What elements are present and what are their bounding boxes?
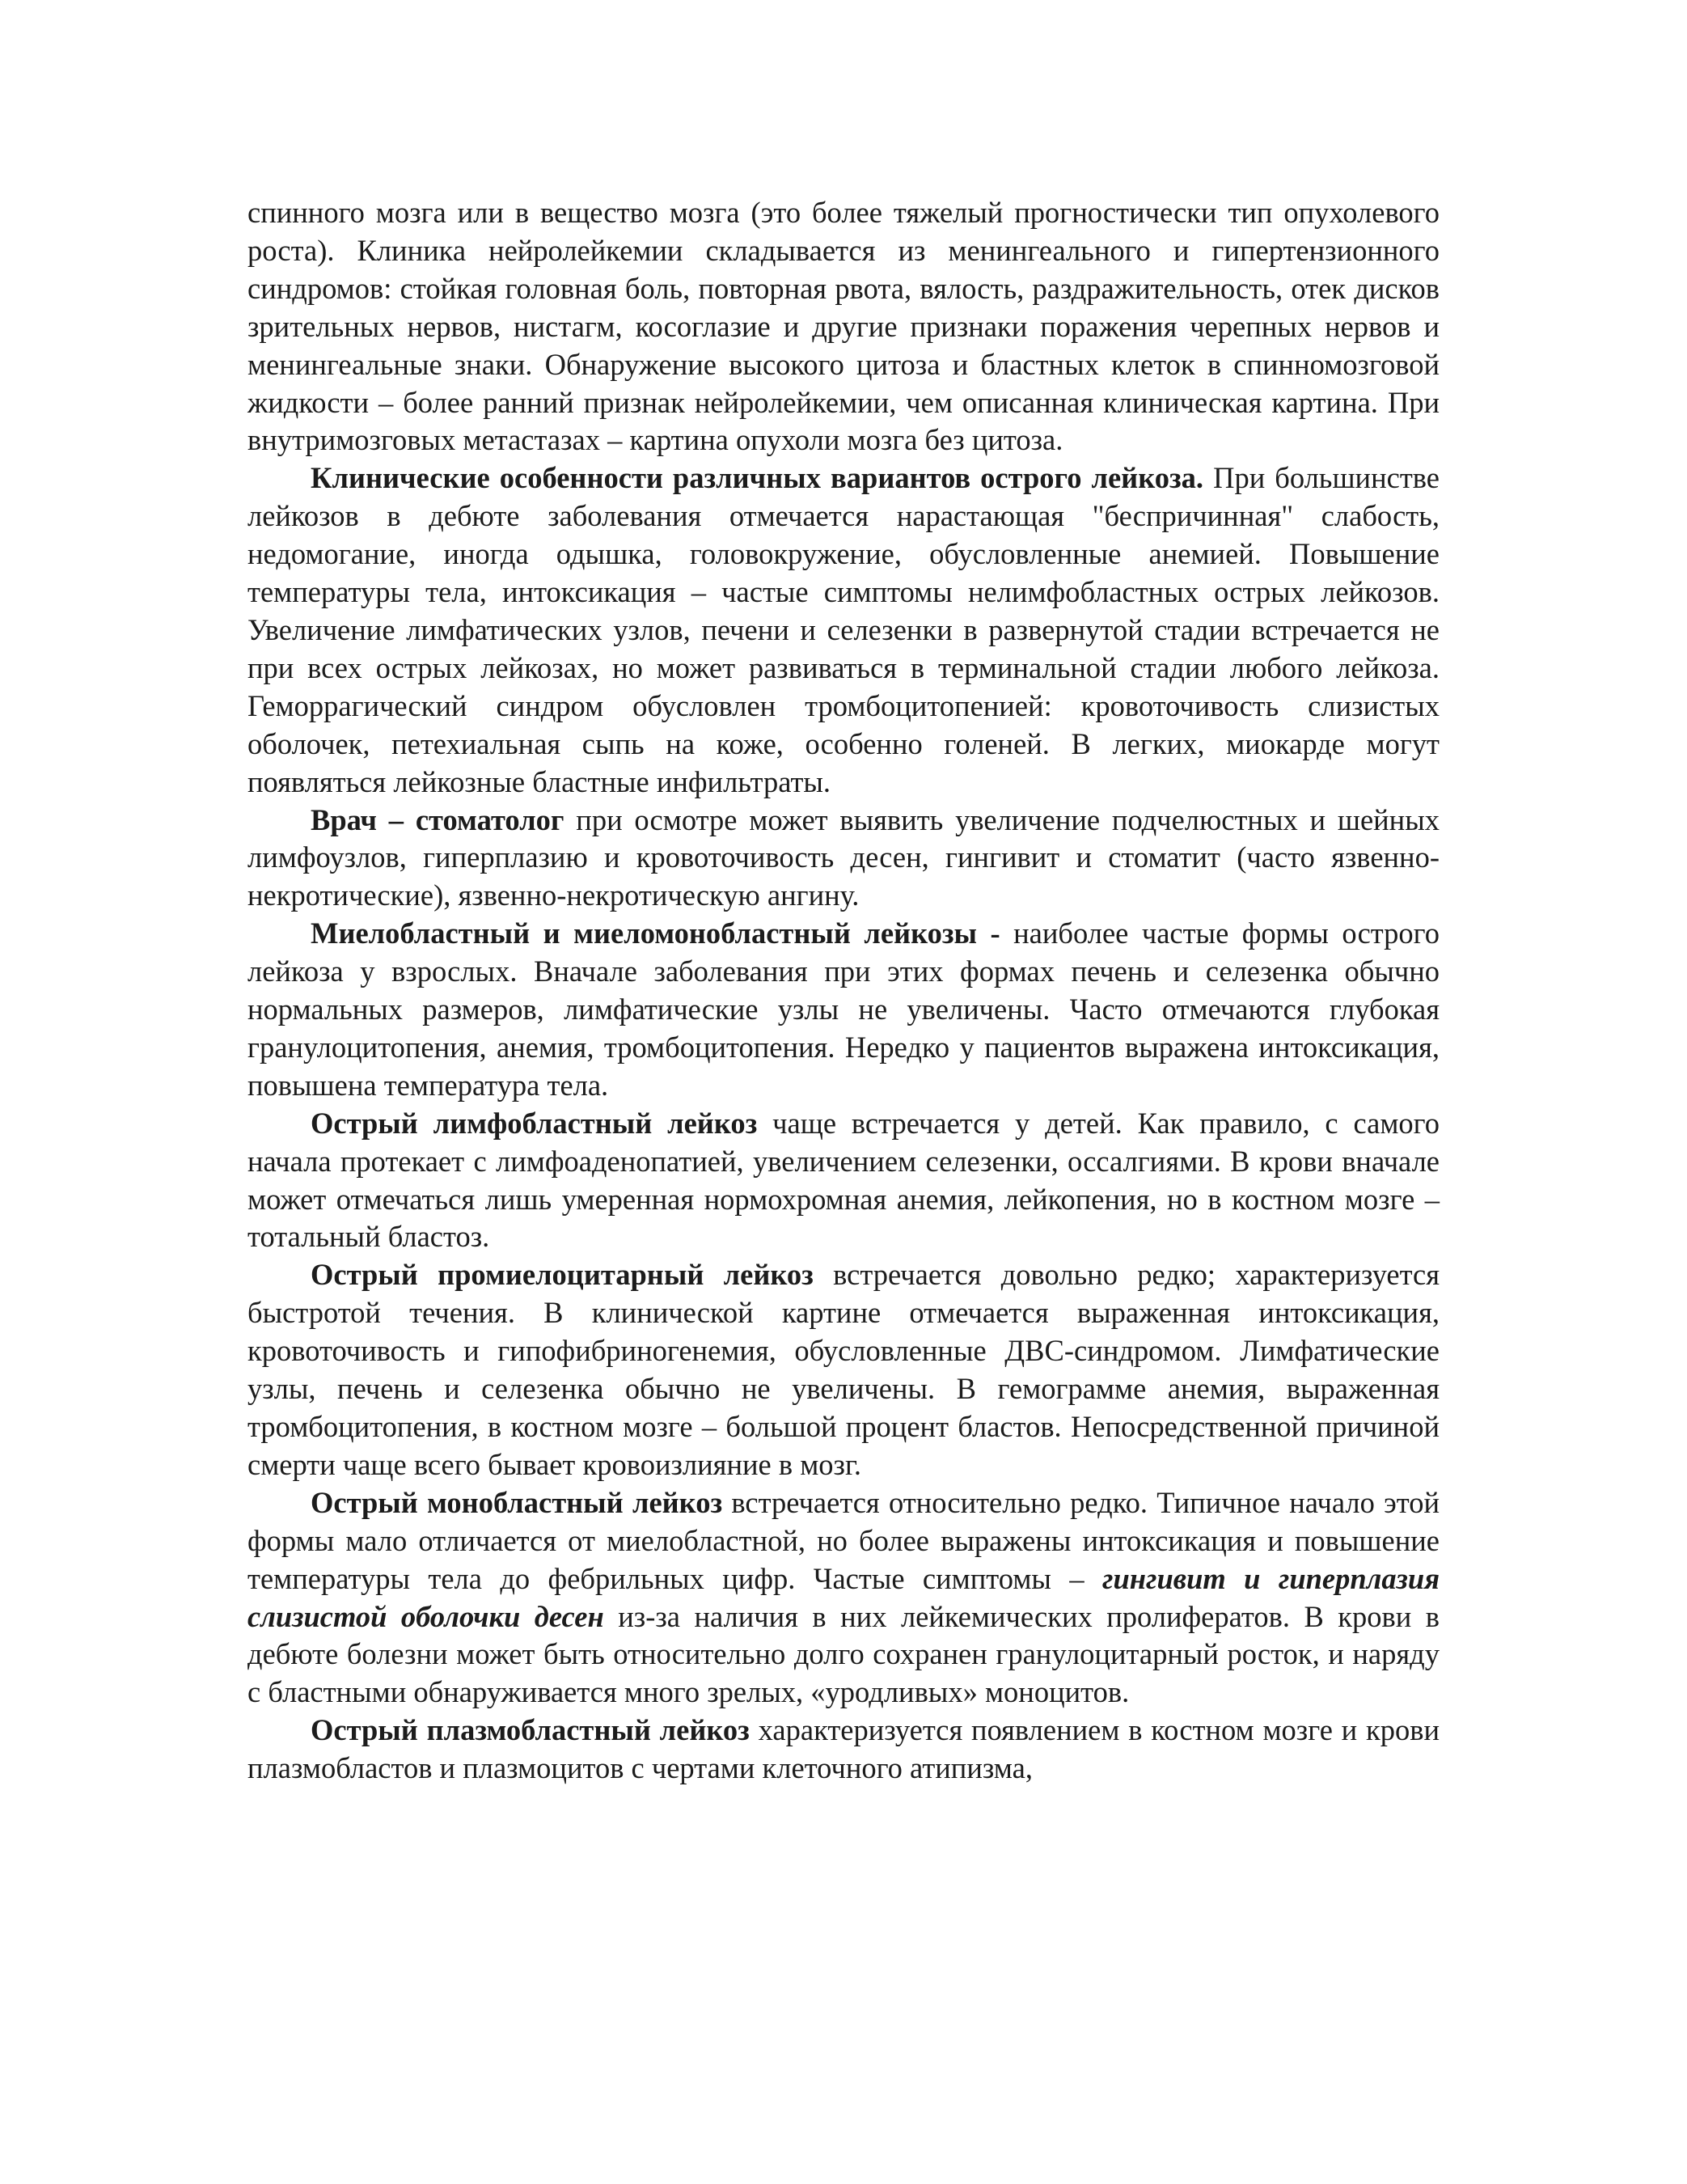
paragraph-heading: Клинические особенности различных вариантов острого лейкоза. — [311, 461, 1204, 495]
paragraph-text: При большинстве лейкозов в дебюте заболевания отмечается нарастающая "беспричинная" слабость, недомогание, иногда одышка, головокружение, обусловленные анемией. Повышение температуры тела, интоксикация – частые симптомы нелимфобластных острых лейкозов. Увеличение лимфатических узлов, печени и селезенки в развернутой стадии встречается не при всех острых лейкозах, но может развиваться в терминальной стадии любого лейкоза. Геморрагический синдром обусловлен тромбоцитопенией: кровоточивость слизистых оболочек, петехиальная сыпь на коже, особенно голеней. В легких, миокарде могут появляться лейкозные бластные инфильтраты. — [247, 461, 1440, 798]
paragraph-text: встречается довольно редко; характеризуется быстротой течения. В клинической картине отмечается выраженная интоксикация, кровоточивость и гипофибриногенемия, обусловленные ДВС-синдромом. Лимфатические узлы, печень и селезенка обычно не увеличены. В гемограмме анемия, выраженная тромбоцитопения, в костном мозге – большой процент бластов. Непосредственной причиной смерти чаще всего бывает кровоизлияние в мозг. — [247, 1258, 1440, 1481]
paragraph-text: из-за наличия в них лейкемических пролифератов. В крови в дебюте болезни может быть относительно долго сохранен гранулоцитарный росток, и наряду с бластными обнаруживается много зрелых, «уродливых» моноцитов. — [247, 1599, 1440, 1709]
paragraph-text: чаще встречается у детей. Как правило, с самого начала протекает с лимфоаденопатией, увеличением селезенки, оссалгиями. В крови вначале может отмечаться лишь умеренная нормохромная анемия, лейкопения, но в костном мозге – тотальный бластоз. — [247, 1106, 1440, 1254]
paragraph-monoblastic — [247, 1484, 1440, 1712]
paragraph-text: спинного мозга или в вещество мозга (это более тяжелый прогностически тип опухолевого роста). Клиника нейролейкемии складывается из менингеального и гипертензионного синдромов: стойкая головная боль, повторная рвота, вялость, раздражительность, отек дисков зрительных нервов, нистагм, косоглазие и другие признаки поражения черепных нервов и менингеальные знаки. Обнаружение высокого цитоза и бластных клеток в спинномозговой жидкости – более ранний признак нейролейкемии, чем описанная клиническая картина. При внутримозговых метастазах – картина опухоли мозга без цитоза. — [247, 196, 1440, 457]
paragraph-heading: Острый промиелоцитарный лейкоз — [311, 1258, 814, 1292]
paragraph-myeloblastic — [247, 915, 1440, 1105]
paragraph-lymphoblastic — [247, 1105, 1440, 1257]
paragraph-plasmablastic — [247, 1712, 1440, 1788]
paragraph-promyelocytic — [247, 1256, 1440, 1484]
paragraph-neuroleukemia — [247, 194, 1440, 459]
paragraph-heading: Острый лимфобластный лейкоз — [311, 1106, 758, 1140]
paragraph-emphasis: гингивит и гиперплазия слизистой оболочки десен — [247, 1561, 1440, 1633]
paragraph-heading: Острый плазмобластный лейкоз — [311, 1713, 750, 1747]
paragraph-heading: Острый монобластный лейкоз — [311, 1485, 723, 1519]
paragraph-text: при осмотре может выявить увеличение подчелюстных и шейных лимфоузлов, гиперплазию и кровоточивость десен, гингивит и стоматит (часто язвенно-некротические), язвенно-некротическую ангину. — [247, 802, 1440, 912]
paragraph-dentist — [247, 802, 1440, 916]
paragraph-text: характеризуется появлением в костном мозге и крови плазмобластов и плазмоцитов с чертами клеточного атипизма, — [247, 1713, 1440, 1785]
paragraph-text: наиболее частые формы острого лейкоза у взрослых. Вначале заболевания при этих формах печень и селезенка обычно нормальных размеров, лимфатические узлы не увеличены. Часто отмечаются глубокая гранулоцитопения, анемия, тромбоцитопения. Нередко у пациентов выражена интоксикация, повышена температура тела. — [247, 916, 1440, 1102]
paragraph-text: встречается относительно редко. Типичное начало этой формы мало отличается от миелобластной, но более выражены интоксикация и повышение температуры тела до фебрильных цифр. Частые симптомы – — [247, 1485, 1440, 1595]
paragraph-heading: Врач – стоматолог — [311, 802, 564, 836]
paragraph-clinical-features — [247, 459, 1440, 801]
paragraph-heading: Миелобластный и миеломонобластный лейкозы - — [311, 916, 1000, 950]
document-page — [247, 194, 1440, 1788]
